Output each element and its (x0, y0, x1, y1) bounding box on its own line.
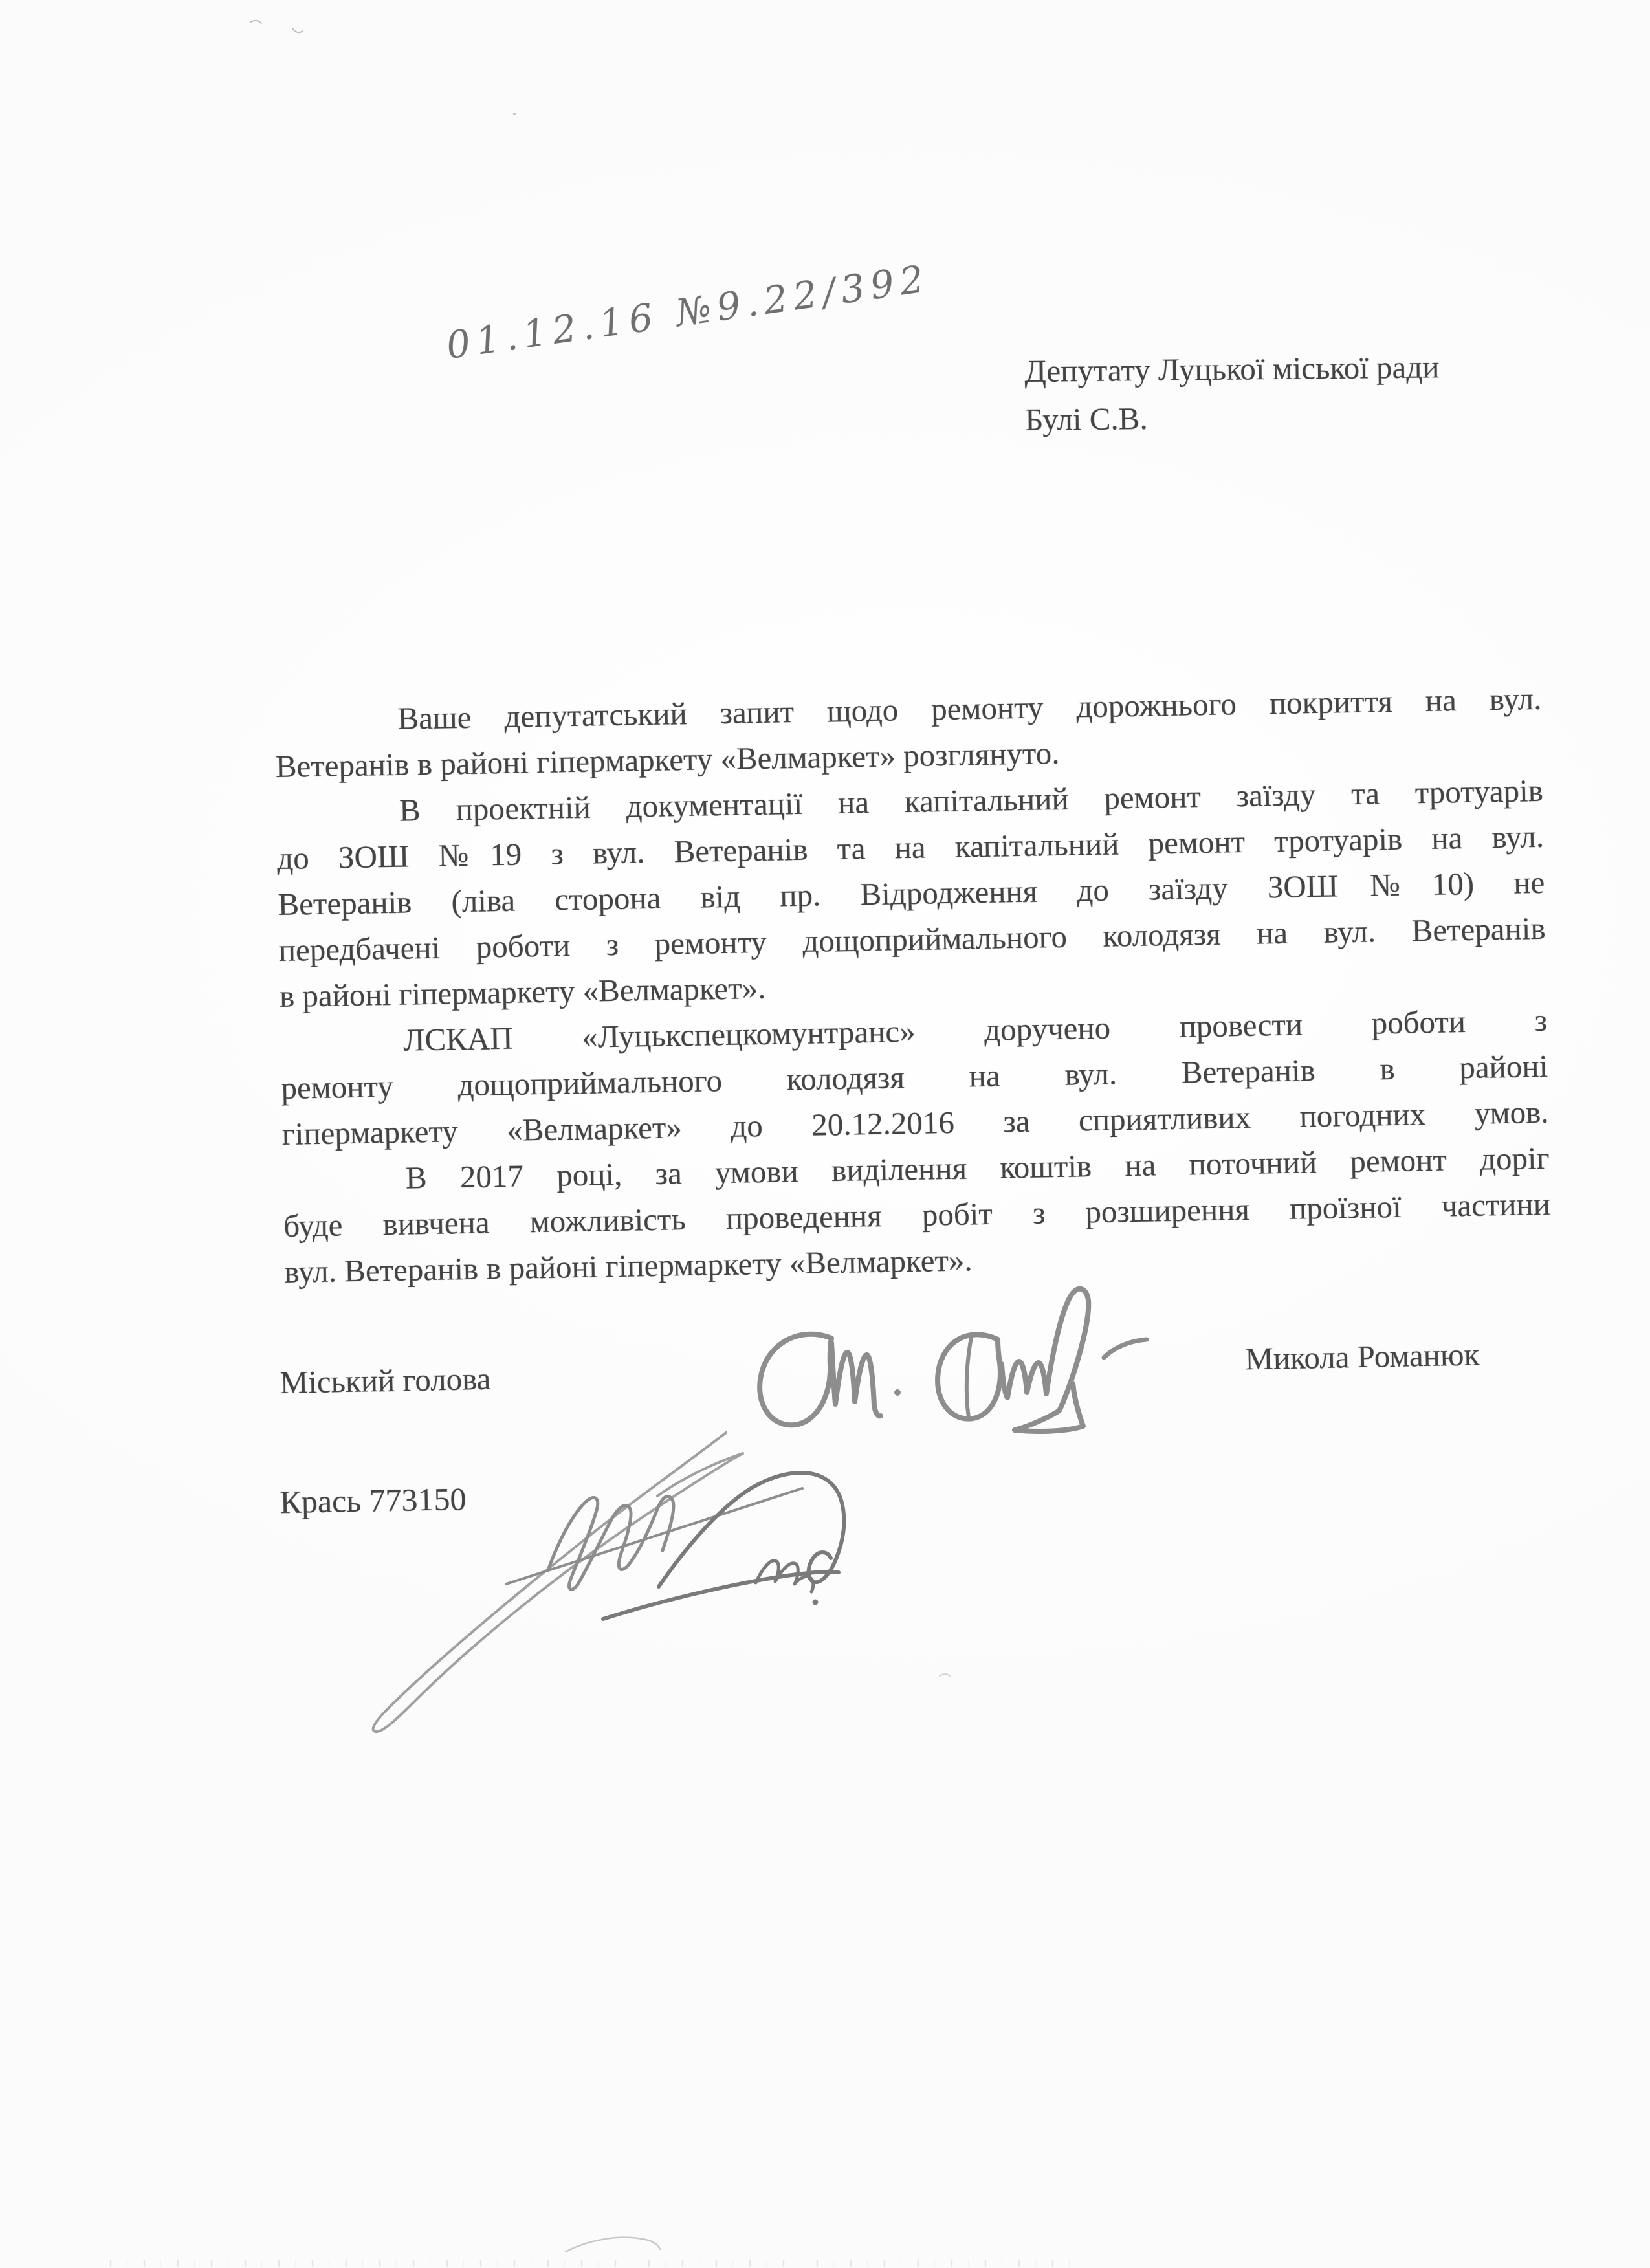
body-line: В проектній документації на капітальний ремонт заїзду та тротуарів (399, 772, 1544, 828)
executor-signature-icon (373, 1433, 844, 1732)
executor-reference: Крась 773150 (280, 1480, 467, 1520)
body-line: Ваше депутатський запит щодо ремонту дорожнього покриття на вул. (397, 680, 1542, 736)
recipient-block (1024, 341, 1582, 444)
body-line: гіпермаркету «Велмаркет» до 20.12.2016 за сприятливих погодних умов. (281, 1094, 1549, 1152)
body-line: ремонту дощоприймального колодязя на вул. Ветеранів в районі (280, 1048, 1548, 1106)
scanner-edge-noise (110, 2260, 1081, 2267)
body-line: вул. Ветеранів в районі гіпермаркету «Велмаркет». (283, 1242, 973, 1290)
body-line: передбачені роботи з ремонту дощоприймального колодязя на вул. Ветеранів (278, 910, 1546, 969)
recipient-line: Булі С.В. (1024, 401, 1148, 437)
body-line: В 2017 році, за умови виділення коштів на поточний ремонт доріг (405, 1140, 1550, 1196)
body-line: ЛСКАП «Луцькспецкомунтранс» доручено провести роботи з (402, 1002, 1548, 1058)
body-line: Ветеранів в районі гіпермаркету «Велмаркет» розглянуто. (275, 734, 1060, 785)
signature-row (280, 1334, 1547, 1411)
letter-body (274, 676, 1552, 1295)
handwritten-registration-number: 01.12.16 №9.22/392 (443, 256, 932, 368)
body-line: до ЗОШ №19 з вул. Ветеранів та на капітальний ремонт тротуарів на вул. (276, 818, 1545, 877)
position-title: Міський голова (280, 1360, 491, 1400)
body-line: в районі гіпермаркету «Велмаркет». (279, 969, 766, 1014)
body-line: буде вивчена можливість проведення робіт з розширення проїзної частини (283, 1185, 1551, 1244)
signer-name: Микола Романюк (1244, 1336, 1480, 1377)
recipient-line: Депутату Луцької міської ради (1024, 349, 1440, 389)
body-line: Ветеранів (ліва сторона від пр. Відродження до заїзду ЗОШ№10) не (278, 864, 1545, 923)
